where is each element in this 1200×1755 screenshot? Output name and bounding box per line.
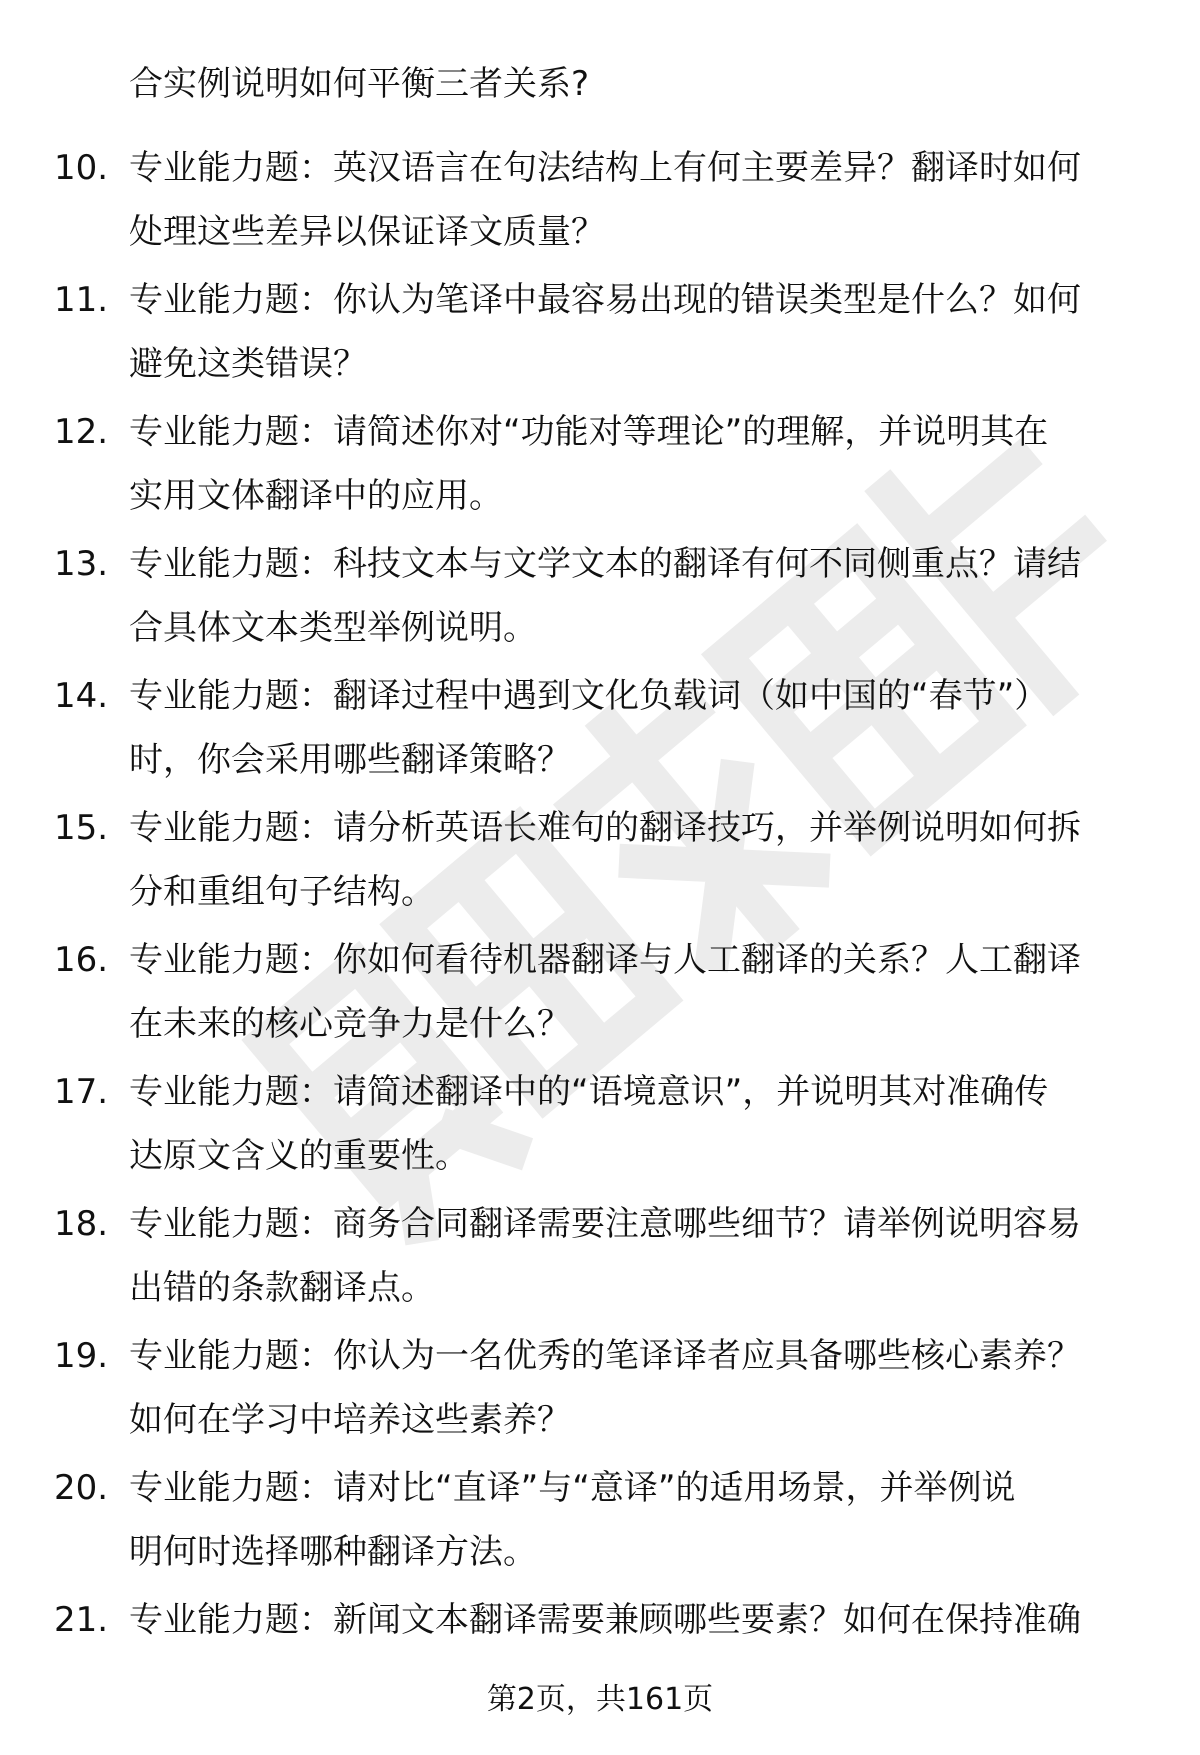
- question-number: 10.: [54, 148, 109, 188]
- list-item: [0, 1456, 1200, 1588]
- list-item: [0, 136, 1200, 268]
- question-line: 专业能力题：请简述翻译中的“语境意识”，并说明其对准确传: [129, 1072, 1049, 1112]
- question-line: 专业能力题：你认为笔译中最容易出现的错误类型是什么？如何: [129, 280, 1081, 320]
- question-text: [129, 1060, 1139, 1188]
- question-text: [129, 532, 1139, 660]
- question-text: [129, 1588, 1139, 1652]
- question-text: [129, 928, 1139, 1056]
- question-text: [129, 400, 1139, 528]
- page-number-footer: 第2页，共161页: [486, 1682, 714, 1717]
- question-line: 处理这些差异以保证译文质量？: [129, 212, 605, 252]
- question-line: 出错的条款翻译点。: [129, 1268, 435, 1308]
- list-item: [0, 400, 1200, 532]
- question-line: 专业能力题：新闻文本翻译需要兼顾哪些要素？如何在保持准确: [129, 1600, 1081, 1640]
- question-text: [129, 136, 1139, 264]
- question-number: 19.: [54, 1336, 109, 1376]
- question-line: 实用文体翻译中的应用。: [129, 476, 503, 516]
- question-number: 14.: [54, 676, 109, 716]
- list-item: [0, 664, 1200, 796]
- question-line: 避免这类错误？: [129, 344, 367, 384]
- question-text: [129, 1324, 1139, 1452]
- question-text: [129, 664, 1139, 792]
- question-text: [129, 1192, 1139, 1320]
- question-line: 合具体文本类型举例说明。: [129, 608, 537, 648]
- list-item: [0, 1324, 1200, 1456]
- list-item: [0, 928, 1200, 1060]
- question-number: 18.: [54, 1204, 109, 1244]
- question-number: 11.: [54, 280, 109, 320]
- question-line: 如何在学习中培养这些素养？: [129, 1400, 571, 1440]
- question-line: 专业能力题：请对比“直译”与“意译”的适用场景，并举例说: [129, 1468, 1016, 1508]
- question-number: 17.: [54, 1072, 109, 1112]
- question-line: 专业能力题：商务合同翻译需要注意哪些细节？请举例说明容易: [129, 1204, 1081, 1244]
- question-line: 专业能力题：你认为一名优秀的笔译译者应具备哪些核心素养？: [129, 1336, 1081, 1376]
- question-number: 15.: [54, 808, 109, 848]
- question-number: 13.: [54, 544, 109, 584]
- question-line: 时，你会采用哪些翻译策略？: [129, 740, 571, 780]
- question-text: [129, 796, 1139, 924]
- continuation-text: 合实例说明如何平衡三者关系?: [129, 64, 590, 104]
- question-list: [0, 136, 1200, 1720]
- question-line: 专业能力题：请简述你对“功能对等理论”的理解，并说明其在: [129, 412, 1049, 452]
- question-line: 专业能力题：科技文本与文学文本的翻译有何不同侧重点？请结: [129, 544, 1081, 584]
- question-line: 专业能力题：翻译过程中遇到文化负载词（如中国的“春节”）: [129, 676, 1049, 716]
- question-number: 16.: [54, 940, 109, 980]
- question-line: 分和重组句子结构。: [129, 872, 435, 912]
- question-line: 专业能力题：英汉语言在句法结构上有何主要差异？翻译时如何: [129, 148, 1081, 188]
- list-item: [0, 532, 1200, 664]
- list-item: [0, 1060, 1200, 1192]
- list-item: [0, 1192, 1200, 1324]
- question-text: [129, 1456, 1139, 1584]
- question-number: 20.: [54, 1468, 109, 1508]
- question-line: 专业能力题：请分析英语长难句的翻译技巧，并举例说明如何拆: [129, 808, 1081, 848]
- question-line: 明何时选择哪种翻译方法。: [129, 1532, 537, 1572]
- question-line: 达原文含义的重要性。: [129, 1136, 469, 1176]
- list-item: [0, 268, 1200, 400]
- list-item: [0, 796, 1200, 928]
- question-line: 专业能力题：你如何看待机器翻译与人工翻译的关系？人工翻译: [129, 940, 1081, 980]
- question-line: 在未来的核心竞争力是什么？: [129, 1004, 571, 1044]
- question-number: 12.: [54, 412, 109, 452]
- question-text: [129, 268, 1139, 396]
- question-number: 21.: [54, 1600, 109, 1640]
